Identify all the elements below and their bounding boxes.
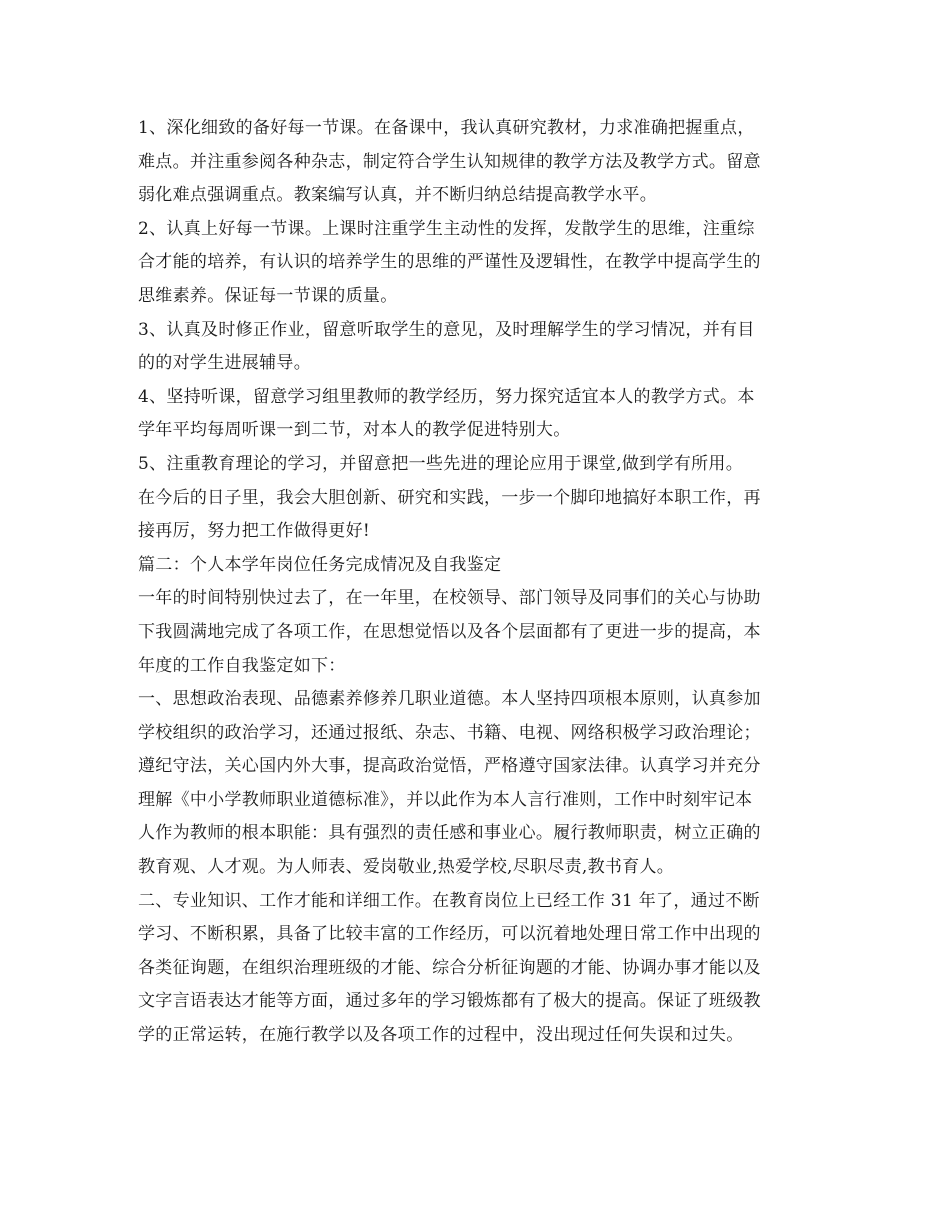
text-line: 下我圆满地完成了各项工作，在思想觉悟以及各个层面都有了更进一步的提高，本 (138, 621, 761, 642)
text-line: 二、专业知识、工作才能和详细工作。在教育岗位上已经工作 31 年了，通过不断 (138, 890, 760, 911)
text-line: 年度的工作自我鉴定如下： (138, 655, 346, 676)
text-line: 弱化难点强调重点。教案编写认真，并不断归纳总结提高教学水平。 (138, 185, 657, 206)
text-line: 思维素养。保证每一节课的质量。 (138, 285, 398, 306)
text-line: 各类征询题，在组织治理班级的才能、综合分析征询题的才能、协调办事才能以及 (138, 957, 761, 978)
text-line: 文字言语表达才能等方面，通过多年的学习锻炼都有了极大的提高。保证了班级教 (138, 991, 761, 1012)
text-line: 在今后的日子里，我会大胆创新、研究和实践，一步一个脚印地搞好本职工作，再 (138, 487, 761, 508)
text-line: 5、注重教育理论的学习，并留意把一些先进的理论应用于课堂,做到学有所用。 (138, 453, 744, 474)
text-line: 的的对学生进展辅导。 (138, 353, 311, 374)
text-line: 4、坚持听课，留意学习组里教师的教学经历，努力探究适宜本人的教学方式。本 (138, 386, 755, 407)
text-line: 3、认真及时修正作业，留意听取学生的意见，及时理解学生的学习情况，并有目 (138, 319, 755, 340)
text-line: 学的正常运转，在施行教学以及各项工作的过程中，没出现过任何失误和过失。 (138, 1025, 744, 1046)
text-line: 一、思想政治表现、品德素养修养几职业道德。本人坚持四项根本原则，认真参加 (138, 689, 761, 710)
text-line: 教育观、人才观。为人师表、爱岗敬业,热爱学校,尽职尽责,教书育人。 (138, 857, 675, 878)
text-line: 一年的时间特别快过去了，在一年里，在校领导、部门领导及同事们的关心与协助 (138, 588, 761, 609)
text-line: 学年平均每周听课一到二节，对本人的教学促进特别大。 (138, 420, 571, 441)
text-line: 理解《中小学教师职业道德标准》，并以此作为本人言行准则，工作中时刻牢记本 (138, 789, 753, 810)
text-line: 学校组织的政治学习，还通过报纸、杂志、书籍、电视、网络积极学习政治理论； (138, 722, 761, 743)
text-line: 遵纪守法，关心国内外大事，提高政治觉悟，严格遵守国家法律。认真学习并充分 (138, 756, 761, 777)
text-line: 学习、不断积累，具备了比较丰富的工作经历，可以沉着地处理日常工作中出现的 (138, 924, 761, 945)
text-line: 难点。并注重参阅各种杂志，制定符合学生认知规律的教学方法及教学方式。留意 (138, 151, 761, 172)
section-heading: 篇二：个人本学年岗位任务完成情况及自我鉴定 (138, 554, 502, 575)
document-body (138, 112, 818, 1053)
text-line: 接再厉，努力把工作做得更好! (138, 521, 371, 542)
text-line: 2、认真上好每一节课。上课时注重学生主动性的发挥，发散学生的思维，注重综 (138, 218, 755, 239)
text-line: 1、深化细致的备好每一节课。在备课中，我认真研究教材，力求准确把握重点， (138, 118, 755, 138)
text-line: 人作为教师的根本职能：具有强烈的责任感和事业心。履行教师职责，树立正确的 (138, 823, 761, 844)
text-line: 合才能的培养，有认识的培养学生的思维的严谨性及逻辑性，在教学中提高学生的 (138, 252, 761, 273)
